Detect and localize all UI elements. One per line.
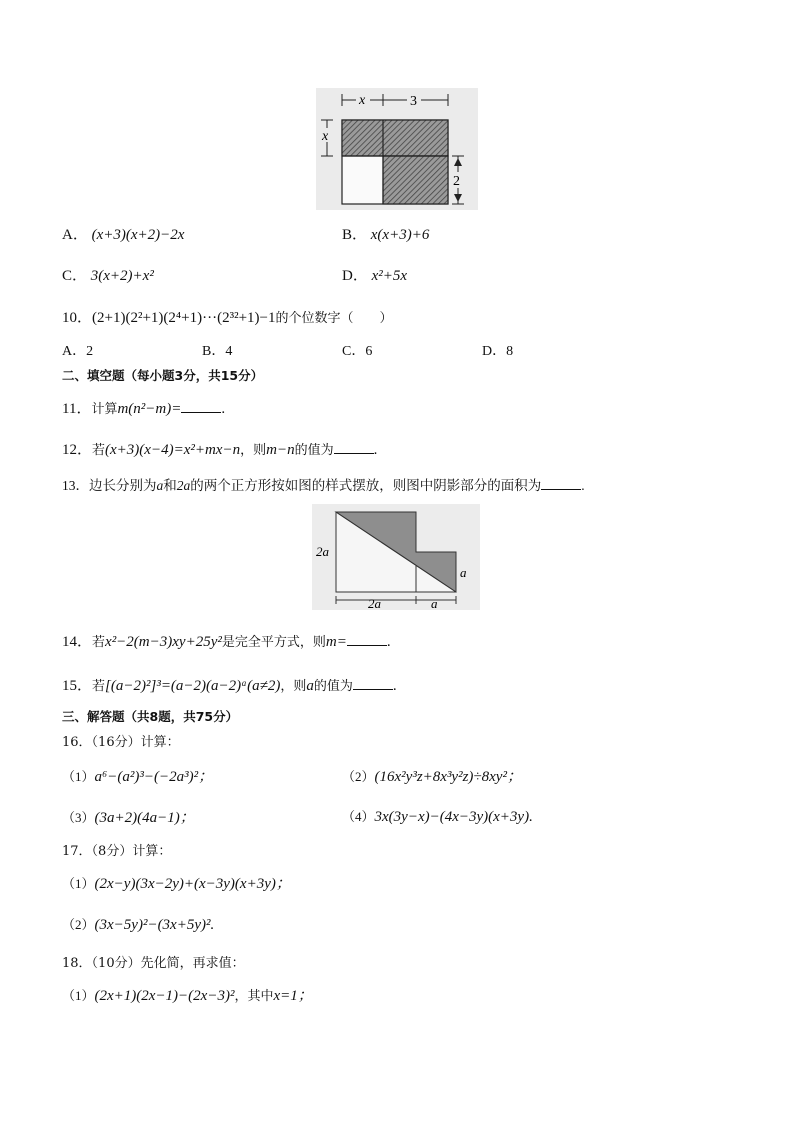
q10-option-b-label: B．	[202, 344, 226, 359]
q15-end: .	[392, 678, 397, 694]
question-16-stem	[62, 731, 180, 750]
q14-number: 14．	[62, 634, 93, 650]
q16-instr: 计算：	[140, 735, 180, 750]
q15-answer-blank[interactable]	[353, 677, 393, 690]
q18-p1-label: （1）	[62, 988, 95, 1003]
q14-expr: x²−2(m−3)xy+25y²	[105, 634, 222, 650]
q14-answer-blank[interactable]	[347, 633, 387, 646]
q9-option-c-label: C．	[62, 268, 88, 284]
q16-part-3	[62, 806, 195, 827]
question-11	[62, 397, 225, 418]
q10-stem-tail: 的个位数字（ ）	[275, 310, 393, 325]
q12-number: 12．	[62, 442, 93, 458]
fig2-bottom-label-2: a	[431, 596, 438, 610]
q11-answer-blank[interactable]	[181, 400, 221, 413]
q18-instr: 先化简，再求值：	[140, 956, 245, 971]
q9-option-b-label: B．	[342, 227, 368, 243]
q13-end: .	[581, 478, 585, 493]
q13-2a: 2a	[176, 478, 191, 493]
q13-number: 13．	[62, 478, 89, 493]
q11-post: .	[221, 401, 226, 417]
q12-pre: 若	[92, 442, 106, 457]
dim-2: 2	[453, 174, 460, 189]
q9-option-b	[342, 223, 429, 244]
q11-pre: 计算	[91, 401, 118, 416]
q10-number: 10．	[62, 310, 93, 326]
q10-option-d	[482, 340, 513, 360]
q13-text-3: 的两个正方形按如图的样式摆放，则图中阴影部分的面积为	[190, 478, 542, 493]
q10-option-c-value: 6	[365, 344, 373, 359]
q9-option-b-expr: x(x+3)+6	[370, 227, 430, 243]
question-14	[62, 630, 391, 651]
q16-p2-expr: (16x²y³z+8x³y²z)÷8xy²；	[374, 769, 522, 785]
q17-part-1	[62, 872, 291, 893]
q18-number: 18．	[62, 956, 92, 971]
q15-number: 15．	[62, 678, 93, 694]
q16-p1-expr: a⁶−(a²)³−(−2a³)²；	[94, 769, 214, 785]
q9-option-a	[62, 223, 184, 244]
q12-expr: (x+3)(x−4)=x²+mx−n	[105, 442, 241, 458]
q12-post: 的值为	[294, 442, 334, 457]
q10-option-d-label: D．	[482, 344, 507, 359]
q18-part-1	[62, 984, 313, 1005]
q13-a: a	[156, 478, 164, 493]
q15-var: a	[306, 678, 314, 694]
q10-option-b	[202, 340, 232, 360]
q10-expr: (2+1)(2²+1)(2⁴+1)···(2³²+1)−1	[92, 310, 276, 326]
q17-instr: 计算：	[132, 844, 172, 859]
question-10	[62, 306, 393, 327]
q10-option-a-label: A．	[62, 344, 87, 359]
q16-p1-label: （1）	[62, 769, 95, 784]
q16-score: （16分）	[91, 735, 141, 750]
q12-expr2: m−n	[266, 442, 295, 458]
q17-p1-expr: (2x−y)(3x−2y)+(x−3y)(x+3y)；	[94, 876, 291, 892]
q16-part-2	[342, 765, 522, 786]
q9-option-d-label: D．	[342, 268, 368, 284]
area-figure-2	[312, 504, 480, 610]
q15-pre: 若	[92, 678, 106, 693]
q13-answer-blank[interactable]	[541, 477, 581, 490]
q9-option-c	[62, 264, 154, 285]
q16-p4-label: （4）	[342, 809, 375, 824]
q16-number: 16．	[62, 735, 92, 750]
q9-option-d-expr: x²+5x	[371, 268, 408, 284]
q17-part-2	[62, 914, 214, 934]
dim-x-top: x	[359, 93, 366, 108]
q14-expr2: m=	[325, 634, 347, 650]
question-15	[62, 674, 397, 695]
q9-option-a-label: A．	[62, 227, 88, 243]
question-12	[62, 438, 377, 459]
q17-score: （8分）	[91, 844, 133, 859]
q16-p2-label: （2）	[342, 769, 375, 784]
question-13	[62, 474, 585, 494]
q11-expr: m(n²−m)=	[117, 401, 182, 417]
q18-p1-tail: ，其中	[234, 988, 274, 1003]
dim-3: 3	[410, 94, 417, 109]
section-2-title: 二、填空题（每小题3分，共15分）	[62, 368, 264, 383]
q18-condition: x=1；	[273, 988, 313, 1004]
q18-p1-expr: (2x+1)(2x−1)−(2x−3)²	[94, 988, 235, 1004]
q9-option-a-expr: (x+3)(x+2)−2x	[91, 227, 185, 243]
section-3-title: 三、解答题（共8题，共75分）	[62, 709, 239, 724]
fig2-right-label: a	[460, 565, 467, 580]
q16-part-4	[342, 806, 533, 826]
fig2-left-label: 2a	[316, 544, 329, 559]
q14-pre: 若	[92, 634, 106, 649]
q12-mid: ，则	[240, 442, 267, 457]
q10-option-a	[62, 340, 93, 360]
q12-end: .	[373, 442, 378, 458]
question-18-stem	[62, 952, 245, 971]
q17-p1-label: （1）	[62, 876, 95, 891]
q10-option-c-label: C．	[342, 344, 366, 359]
q15-post: 的值为	[313, 678, 353, 693]
q10-option-a-value: 2	[86, 344, 94, 359]
q10-option-c	[342, 340, 372, 360]
q14-end: .	[386, 634, 391, 650]
q12-answer-blank[interactable]	[334, 441, 374, 454]
q9-option-d	[342, 264, 407, 285]
q17-number: 17．	[62, 844, 92, 859]
q16-p3-label: （3）	[62, 810, 95, 825]
q15-mid: ，则	[280, 678, 307, 693]
fig2-bottom-label-1: 2a	[368, 596, 381, 610]
q17-p2-label: （2）	[62, 917, 95, 932]
q16-p3-expr: (3a+2)(4a−1)；	[94, 810, 195, 826]
q11-number: 11．	[62, 401, 92, 417]
q10-option-b-value: 4	[225, 344, 233, 359]
q9-option-c-expr: 3(x+2)+x²	[90, 268, 154, 284]
q15-expr: [(a−2)²]³=(a−2)(a−2)ᵃ(a≠2)	[105, 678, 281, 694]
q18-score: （10分）	[91, 956, 141, 971]
area-figure-1	[316, 88, 478, 210]
q10-option-d-value: 8	[506, 344, 514, 359]
q13-text-1: 边长分别为	[89, 478, 157, 493]
q14-mid: 是完全平方式，则	[221, 634, 326, 649]
dim-x-left: x	[322, 129, 329, 144]
q16-part-1	[62, 765, 213, 786]
q16-p4-expr: 3x(3y−x)−(4x−3y)(x+3y).	[374, 809, 533, 825]
q13-text-2: 和	[163, 478, 177, 493]
q17-p2-expr: (3x−5y)²−(3x+5y)².	[94, 917, 215, 933]
question-17-stem	[62, 840, 171, 859]
